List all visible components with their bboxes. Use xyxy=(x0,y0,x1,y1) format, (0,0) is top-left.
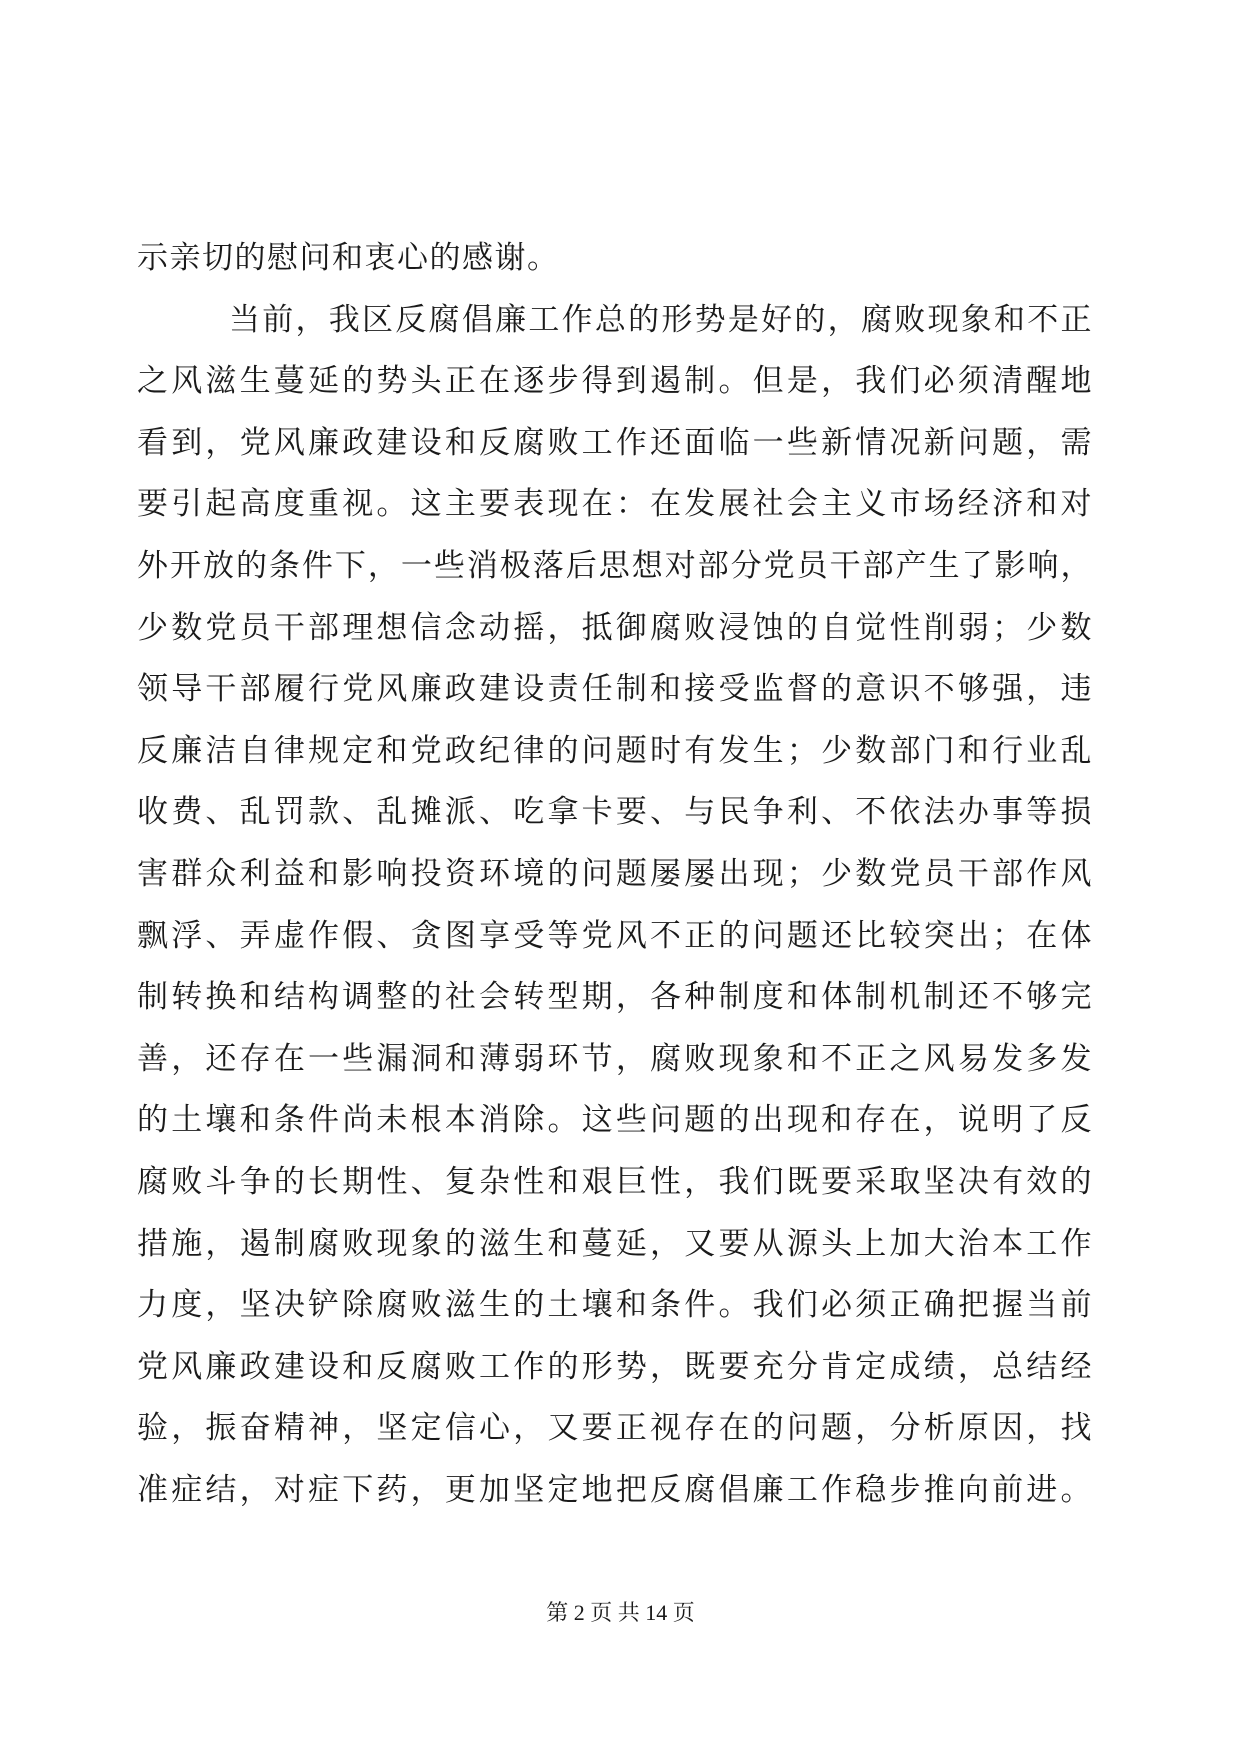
page-number: 第 2 页 共 14 页 xyxy=(546,1600,695,1625)
body-text xyxy=(137,228,1093,1521)
text-line: 外开放的条件下，一些消极落后思想对部分党员干部产生了影响， xyxy=(137,547,1093,584)
text-line: 善，还存在一些漏洞和薄弱环节，腐败现象和不正之风易发多发 xyxy=(137,1040,1093,1077)
text-line: 示亲切的慰问和衷心的感谢。 xyxy=(137,240,560,276)
text-line: 看到，党风廉政建设和反腐败工作还面临一些新情况新问题，需 xyxy=(137,424,1093,461)
text-line: 验，振奋精神，坚定信心，又要正视存在的问题，分析原因，找 xyxy=(137,1410,1093,1447)
text-line: 制转换和结构调整的社会转型期，各种制度和体制机制还不够完 xyxy=(137,979,1093,1016)
text-line: 领导干部履行党风廉政建设责任制和接受监督的意识不够强，违 xyxy=(137,671,1093,708)
page-footer xyxy=(0,1596,1241,1627)
text-line: 腐败斗争的长期性、复杂性和艰巨性，我们既要采取坚决有效的 xyxy=(137,1163,1093,1200)
text-line: 要引起高度重视。这主要表现在：在发展社会主义市场经济和对 xyxy=(137,486,1093,523)
paragraph-first-line: 当前，我区反腐倡廉工作总的形势是好的，腐败现象和不正 xyxy=(229,301,1093,338)
text-line: 力度，坚决铲除腐败滋生的土壤和条件。我们必须正确把握当前 xyxy=(137,1287,1093,1324)
text-line: 党风廉政建设和反腐败工作的形势，既要充分肯定成绩，总结经 xyxy=(137,1348,1093,1385)
text-line: 害群众利益和影响投资环境的问题屡屡出现；少数党员干部作风 xyxy=(137,855,1093,892)
text-line: 飘浮、弄虚作假、贪图享受等党风不正的问题还比较突出；在体 xyxy=(137,917,1093,954)
text-line: 之风滋生蔓延的势头正在逐步得到遏制。但是，我们必须清醒地 xyxy=(137,363,1093,400)
text-line: 的土壤和条件尚未根本消除。这些问题的出现和存在，说明了反 xyxy=(137,1102,1093,1139)
text-line: 准症结，对症下药，更加坚定地把反腐倡廉工作稳步推向前进。 xyxy=(137,1471,1093,1508)
text-line: 反廉洁自律规定和党政纪律的问题时有发生；少数部门和行业乱 xyxy=(137,732,1093,769)
text-line: 少数党员干部理想信念动摇，抵御腐败浸蚀的自觉性削弱；少数 xyxy=(137,609,1093,646)
text-line: 收费、乱罚款、乱摊派、吃拿卡要、与民争利、不依法办事等损 xyxy=(137,794,1093,831)
text-line: 措施，遏制腐败现象的滋生和蔓延，又要从源头上加大治本工作 xyxy=(137,1225,1093,1262)
